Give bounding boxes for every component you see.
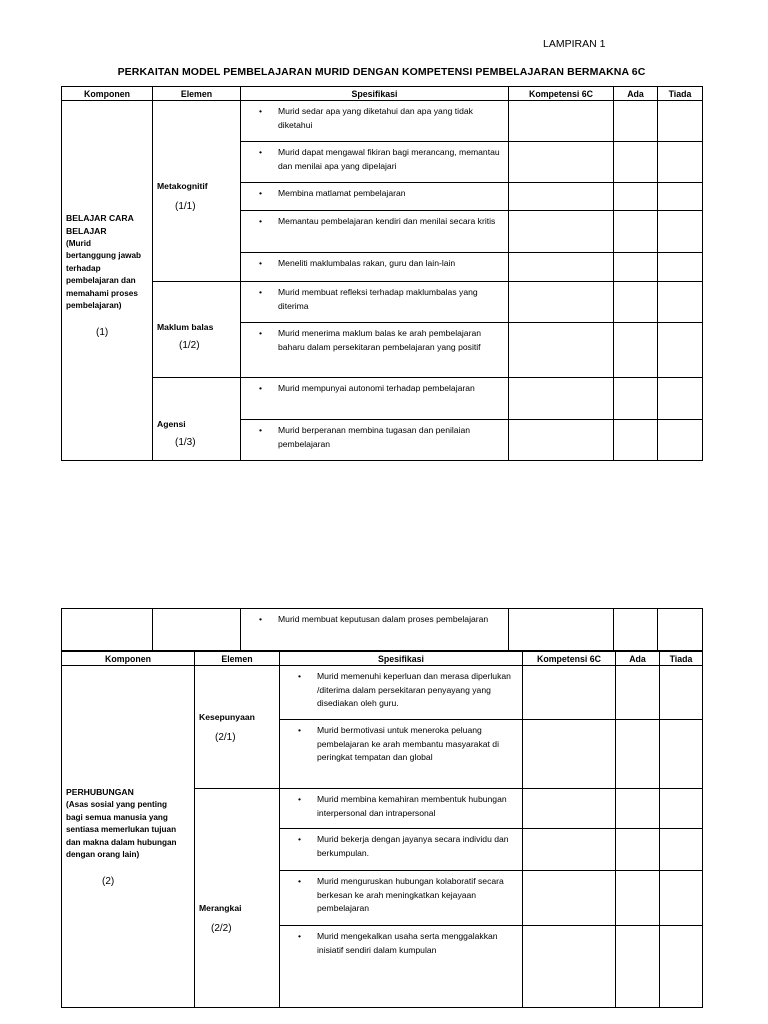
tiada-cell[interactable] (658, 101, 703, 142)
spec-cell (241, 142, 509, 183)
komponen-title: BELAJAR CARA BELAJAR (66, 212, 134, 236)
ada-cell[interactable] (614, 609, 658, 651)
ada-cell[interactable] (614, 378, 658, 420)
tiada-cell[interactable] (660, 926, 703, 1008)
tiada-cell[interactable] (658, 420, 703, 461)
spec-item: • Murid membina kemahiran membentuk hubungan interpersonal dan intrapersonal (280, 789, 522, 820)
elemen-code: (2/2) (211, 922, 232, 934)
continuation-table (61, 608, 703, 651)
header-tiada: Tiada (658, 87, 703, 101)
header-elemen: Elemen (153, 87, 241, 101)
elemen-code: (1/3) (175, 436, 196, 448)
spec-cell (280, 926, 523, 1008)
table-row (62, 609, 703, 651)
spec-item: • Murid dapat mengawal fikiran bagi merancang, memantau dan menilai apa yang dipelajari (241, 142, 508, 173)
spec-item: • Murid mengekalkan usaha serta menggalakkan inisiatif sendiri dalam kumpulan (280, 926, 522, 957)
table-row (62, 101, 703, 142)
elemen-cell-metakognitif (153, 101, 241, 282)
competency-table-1 (61, 86, 703, 461)
kompetensi-cell[interactable] (509, 211, 614, 253)
header-komponen: Komponen (62, 652, 195, 666)
spec-item: • Meneliti maklumbalas rakan, guru dan lain-lain (241, 253, 508, 271)
tiada-cell[interactable] (660, 720, 703, 789)
header-row (62, 87, 703, 101)
tiada-cell[interactable] (658, 183, 703, 211)
elemen-code: (2/1) (215, 731, 236, 743)
kompetensi-cell[interactable] (509, 609, 614, 651)
spec-item: • Murid memenuhi keperluan dan merasa diperlukan /diterima dalam persekitaran penyayang yang disediakan oleh guru. (280, 666, 522, 711)
spec-cell (241, 101, 509, 142)
tiada-cell[interactable] (658, 609, 703, 651)
elemen-code: (1/2) (179, 340, 200, 351)
ada-cell[interactable] (614, 253, 658, 282)
elemen-cell-agensi (153, 378, 241, 461)
kompetensi-cell[interactable] (509, 420, 614, 461)
kompetensi-cell[interactable] (509, 323, 614, 378)
header-komponen: Komponen (62, 87, 153, 101)
appendix-label: LAMPIRAN 1 (543, 38, 606, 50)
table-row (62, 282, 703, 323)
elemen-cell-maklum-balas (153, 282, 241, 378)
kompetensi-cell[interactable] (523, 829, 616, 871)
spec-cell (280, 789, 523, 829)
tiada-cell[interactable] (660, 829, 703, 871)
header-kompetensi: Kompetensi 6C (509, 87, 614, 101)
kompetensi-cell[interactable] (523, 666, 616, 720)
ada-cell[interactable] (616, 720, 660, 789)
tiada-cell[interactable] (660, 789, 703, 829)
spec-cell (241, 378, 509, 420)
spec-item: • Murid membuat refleksi terhadap maklumbalas yang diterima (241, 282, 508, 313)
elemen-code: (1/1) (175, 200, 196, 212)
header-tiada: Tiada (660, 652, 703, 666)
tiada-cell[interactable] (658, 282, 703, 323)
kompetensi-cell[interactable] (523, 926, 616, 1008)
kompetensi-cell[interactable] (509, 253, 614, 282)
ada-cell[interactable] (614, 420, 658, 461)
document-title: PERKAITAN MODEL PEMBELAJARAN MURID DENGAN KOMPETENSI PEMBELAJARAN BERMAKNA 6C (117, 66, 646, 78)
spec-cell (241, 183, 509, 211)
ada-cell[interactable] (614, 101, 658, 142)
competency-table-2 (61, 651, 703, 1008)
tiada-cell[interactable] (660, 871, 703, 926)
header-spesifikasi: Spesifikasi (280, 652, 523, 666)
ada-cell[interactable] (614, 183, 658, 211)
header-row (62, 652, 703, 666)
header-ada: Ada (614, 87, 658, 101)
komponen-code: (1) (96, 326, 109, 338)
ada-cell[interactable] (614, 211, 658, 253)
spec-item: • Murid membuat keputusan dalam proses pembelajaran (241, 609, 508, 627)
tiada-cell[interactable] (658, 378, 703, 420)
kompetensi-cell[interactable] (509, 183, 614, 211)
kompetensi-cell[interactable] (523, 789, 616, 829)
ada-cell[interactable] (616, 926, 660, 1008)
empty-komponen-cell (62, 609, 153, 651)
komponen-cell (62, 101, 153, 461)
spec-item: • Murid bekerja dengan jayanya secara individu dan berkumpulan. (280, 829, 522, 860)
elemen-cell-merangkai (195, 789, 280, 1008)
ada-cell[interactable] (614, 282, 658, 323)
header-kompetensi: Kompetensi 6C (523, 652, 616, 666)
spec-item: • Murid berperanan membina tugasan dan penilaian pembelajaran (241, 420, 508, 451)
komponen-description: (Asas sosial yang penting bagi semua manusia yang sentiasa memerlukan tujuan dan makna dalam hubungan dengan orang lain) (66, 800, 177, 860)
elemen-name: Agensi (157, 418, 186, 429)
spec-item: • Murid menguruskan hubungan kolaboratif secara berkesan ke arah meningkatkan kejayaan pembelajaran (280, 871, 522, 916)
header-spesifikasi: Spesifikasi (241, 87, 509, 101)
spec-item: • Murid sedar apa yang diketahui dan apa yang tidak diketahui (241, 101, 508, 132)
elemen-name: Kesepunyaan (199, 711, 255, 722)
empty-elemen-cell (153, 609, 241, 651)
elemen-cell-kesepunyaan (195, 666, 280, 789)
tiada-cell[interactable] (660, 666, 703, 720)
kompetensi-cell[interactable] (509, 378, 614, 420)
spec-item: • Membina matlamat pembelajaran (241, 183, 508, 201)
ada-cell[interactable] (614, 142, 658, 183)
spec-item: • Memantau pembelajaran kendiri dan menilai secara kritis (241, 211, 508, 229)
spec-item: • Murid bermotivasi untuk meneroka peluang pembelajaran ke arah membantu masyarakat di peringkat tempatan dan global (280, 720, 522, 765)
ada-cell[interactable] (616, 789, 660, 829)
kompetensi-cell[interactable] (509, 282, 614, 323)
spec-cell (280, 829, 523, 871)
spec-cell (241, 420, 509, 461)
kompetensi-cell[interactable] (523, 720, 616, 789)
spec-cell (241, 211, 509, 253)
spec-cell (241, 609, 509, 651)
komponen-description: (Murid bertanggung jawab terhadap pembelajaran dan memahami proses pembelajaran) (66, 238, 142, 310)
table-row (62, 666, 703, 720)
header-ada: Ada (616, 652, 660, 666)
ada-cell[interactable] (616, 666, 660, 720)
tiada-cell[interactable] (658, 211, 703, 253)
spec-item: • Murid mempunyai autonomi terhadap pembelajaran (241, 378, 508, 396)
spec-item: • Murid menerima maklum balas ke arah pembelajaran baharu dalam persekitaran pembelajaran yang positif (241, 323, 508, 354)
spec-cell (280, 720, 523, 789)
komponen-cell (62, 666, 195, 1008)
elemen-name: Maklum balas (157, 322, 214, 332)
ada-cell[interactable] (616, 829, 660, 871)
spec-cell (280, 666, 523, 720)
ada-cell[interactable] (614, 323, 658, 378)
spec-cell (241, 282, 509, 323)
spec-cell (280, 871, 523, 926)
komponen-title: PERHUBUNGAN (66, 787, 134, 798)
spec-cell (241, 323, 509, 378)
ada-cell[interactable] (616, 871, 660, 926)
header-elemen: Elemen (195, 652, 280, 666)
komponen-code: (2) (102, 875, 115, 887)
kompetensi-cell[interactable] (509, 142, 614, 183)
table-row (62, 378, 703, 420)
elemen-name: Merangkai (199, 902, 242, 913)
tiada-cell[interactable] (658, 142, 703, 183)
spec-cell (241, 253, 509, 282)
elemen-name: Metakognitif (157, 180, 208, 191)
tiada-cell[interactable] (658, 323, 703, 378)
kompetensi-cell[interactable] (523, 871, 616, 926)
tiada-cell[interactable] (658, 253, 703, 282)
kompetensi-cell[interactable] (509, 101, 614, 142)
